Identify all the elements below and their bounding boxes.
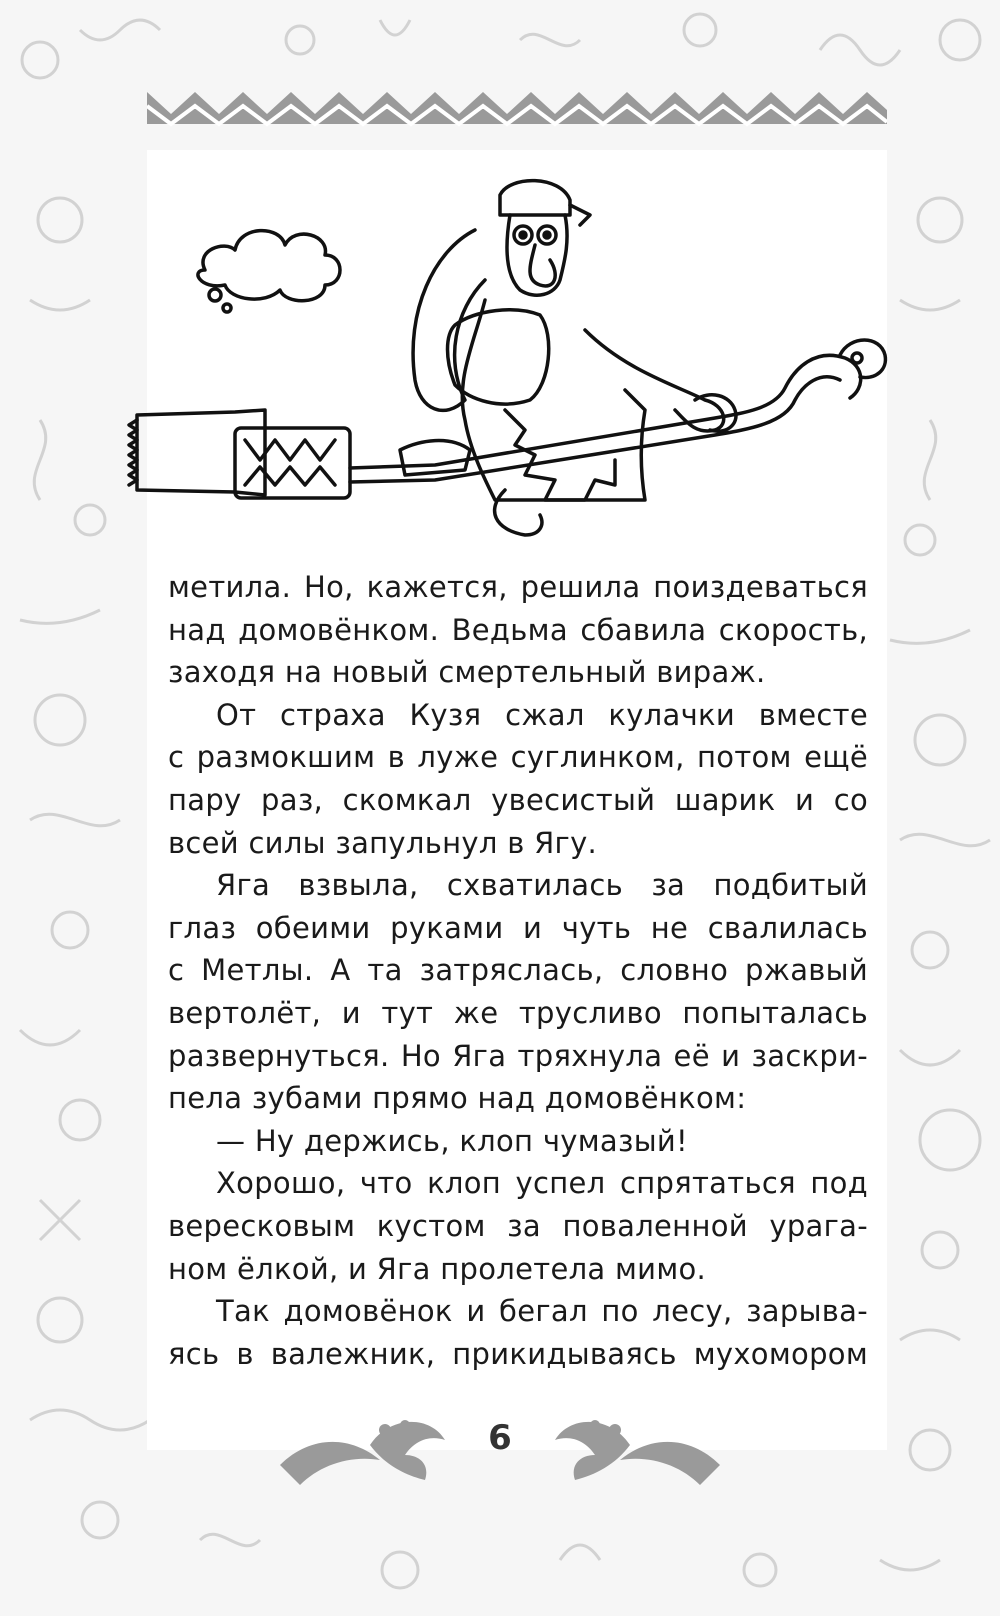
text-line: заходя на новый смертельный вираж. [168,655,766,690]
text-line: развернуться. Но Яга тряхнула её и заскри- [168,1038,868,1073]
text-line: над домовёнком. Ведьма сбавила скорость, [168,612,868,647]
text-line: Хорошо, что клоп успел спрятаться под [216,1166,868,1201]
paragraph-4-dialogue [168,1120,868,1163]
text-line: с размокшим в луже суглинком, потом ещё [168,740,868,775]
witch-head [500,181,570,215]
text-line: пару раз, скомкал увесистый шарик и со [168,782,868,817]
paragraph-3 [168,864,868,1120]
witch-hair [413,230,485,410]
paragraph-5 [168,1162,868,1290]
text-line: — Ну держись, клоп чумазый! [216,1123,688,1158]
text-line: Так домовёнок и бегал по лесу, зарыва- [216,1294,868,1329]
paragraph-1 [168,566,868,694]
paragraph-6 [168,1290,868,1375]
text-line: всей силы запульнул в Ягу. [168,825,598,860]
text-line: вересковым кустом за поваленной урага- [168,1208,868,1243]
text-line: пела зубами прямо над домовёнком: [168,1081,747,1116]
story-text [168,566,868,1375]
page-number: 6 [488,1418,512,1458]
text-line: ном ёлкой, и Яга пролетела мимо. [168,1251,707,1286]
baba-yaga-on-broom-illustration [115,150,925,570]
witch-bag [448,310,549,404]
text-line: Яга взвыла, схватилась за подбитый [216,868,868,903]
paragraph-2 [168,694,868,864]
zigzag-border-ornament [147,84,887,128]
text-line: вертолёт, и тут же трусливо попыталась [168,995,868,1030]
text-line: с Метлы. А та затряслась, словно ржавый [168,953,868,988]
text-line: метила. Но, кажется, решила поиздеваться [168,570,868,604]
text-line: глаз обеими руками и чуть не свалилась [168,910,868,945]
text-line: От страха Кузя сжал кулачки вместе [216,697,868,732]
text-line: ясь в валежник, прикидываясь мухомором [168,1336,868,1371]
